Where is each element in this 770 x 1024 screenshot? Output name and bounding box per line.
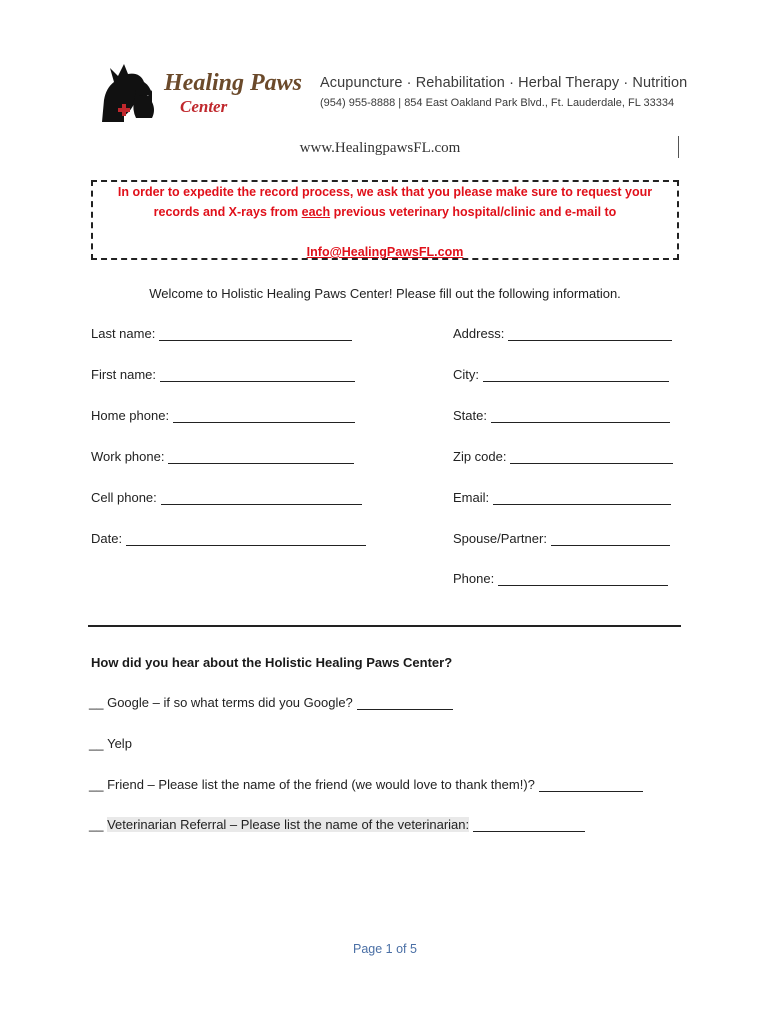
website: www.HealingpawsFL.com [299, 140, 461, 156]
option-yelp-checkbox[interactable]: __ [89, 736, 104, 751]
option-vet-referral [89, 817, 585, 832]
tagline: Acupuncture · Rehabilitation · Herbal Therapy · Nutrition [320, 75, 688, 91]
last-name-field [91, 326, 352, 341]
state-input[interactable] [491, 410, 670, 423]
notice-each: each [301, 205, 331, 219]
email-input[interactable] [493, 492, 671, 505]
phone-input[interactable] [498, 573, 668, 586]
healing-paws-logo [100, 60, 315, 126]
option-google-label: Google – if so what terms did you Google? [107, 695, 353, 710]
last-name-input[interactable] [159, 328, 352, 341]
city-label: City: [453, 367, 479, 382]
google-terms-input[interactable] [357, 697, 453, 710]
city-input[interactable] [483, 369, 669, 382]
notice-line-1: In order to expedite the record process, we ask that you please make sure to request your [117, 185, 653, 199]
referral-question: How did you hear about the Holistic Healing Paws Center? [91, 655, 453, 670]
cell-phone-field [91, 490, 362, 505]
option-friend [89, 777, 643, 792]
work-phone-label: Work phone: [91, 449, 165, 464]
home-phone-input[interactable] [173, 410, 355, 423]
zip-code-input[interactable] [510, 451, 673, 464]
home-phone-label: Home phone: [91, 408, 170, 423]
welcome-text: Welcome to Holistic Healing Paws Center! Please fill out the following information. [149, 286, 621, 301]
phone-field [453, 571, 668, 586]
vet-name-input[interactable] [473, 819, 585, 832]
option-friend-label: Friend – Please list the name of the friend (we would love to thank them!)? [107, 777, 535, 792]
option-yelp-label: Yelp [107, 736, 132, 751]
notice-line-2-start: records and X-rays from [153, 205, 302, 219]
notice-line-2-end: previous veterinary hospital/clinic and e-mail to [330, 205, 617, 219]
spouse-partner-field [453, 531, 670, 546]
address-label: Address: [453, 326, 505, 341]
spouse-partner-label: Spouse/Partner: [453, 531, 547, 546]
divider [678, 136, 679, 158]
logo-title: Healing Paws [164, 70, 303, 96]
date-input[interactable] [126, 533, 366, 546]
cell-phone-input[interactable] [161, 492, 362, 505]
home-phone-field [91, 408, 355, 423]
city-field [453, 367, 669, 382]
email-link[interactable]: Info@HealingPawsFL.com [306, 245, 464, 259]
email-field [453, 490, 671, 505]
email-label: Email: [453, 490, 490, 505]
first-name-input[interactable] [160, 369, 355, 382]
friend-name-input[interactable] [539, 779, 643, 792]
first-name-label: First name: [91, 367, 157, 382]
logo-subtitle: Center [180, 97, 228, 116]
date-field [91, 531, 366, 546]
date-label: Date: [91, 531, 123, 546]
contact-info: (954) 955-8888 | 854 East Oakland Park Blvd., Ft. Lauderdale, FL 33334 [320, 97, 675, 109]
notice-line-2 [91, 205, 679, 219]
zip-code-field [453, 449, 673, 464]
option-friend-checkbox[interactable]: __ [89, 777, 104, 792]
state-label: State: [453, 408, 487, 423]
zip-code-label: Zip code: [453, 449, 507, 464]
work-phone-input[interactable] [168, 451, 354, 464]
work-phone-field [91, 449, 354, 464]
cell-phone-label: Cell phone: [91, 490, 157, 505]
option-vet-referral-checkbox[interactable]: __ [89, 817, 104, 832]
phone-label: Phone: [453, 571, 495, 586]
spouse-partner-input[interactable] [551, 533, 670, 546]
last-name-label: Last name: [91, 326, 156, 341]
option-vet-referral-label: Veterinarian Referral – Please list the name of the veterinarian: [107, 817, 470, 832]
address-input[interactable] [508, 328, 672, 341]
option-yelp [89, 736, 132, 751]
section-divider [88, 625, 681, 627]
first-name-field [91, 367, 355, 382]
state-field [453, 408, 670, 423]
page-number: Page 1 of 5 [353, 942, 417, 956]
address-field [453, 326, 672, 341]
option-google-checkbox[interactable]: __ [89, 695, 104, 710]
option-google [89, 695, 453, 710]
